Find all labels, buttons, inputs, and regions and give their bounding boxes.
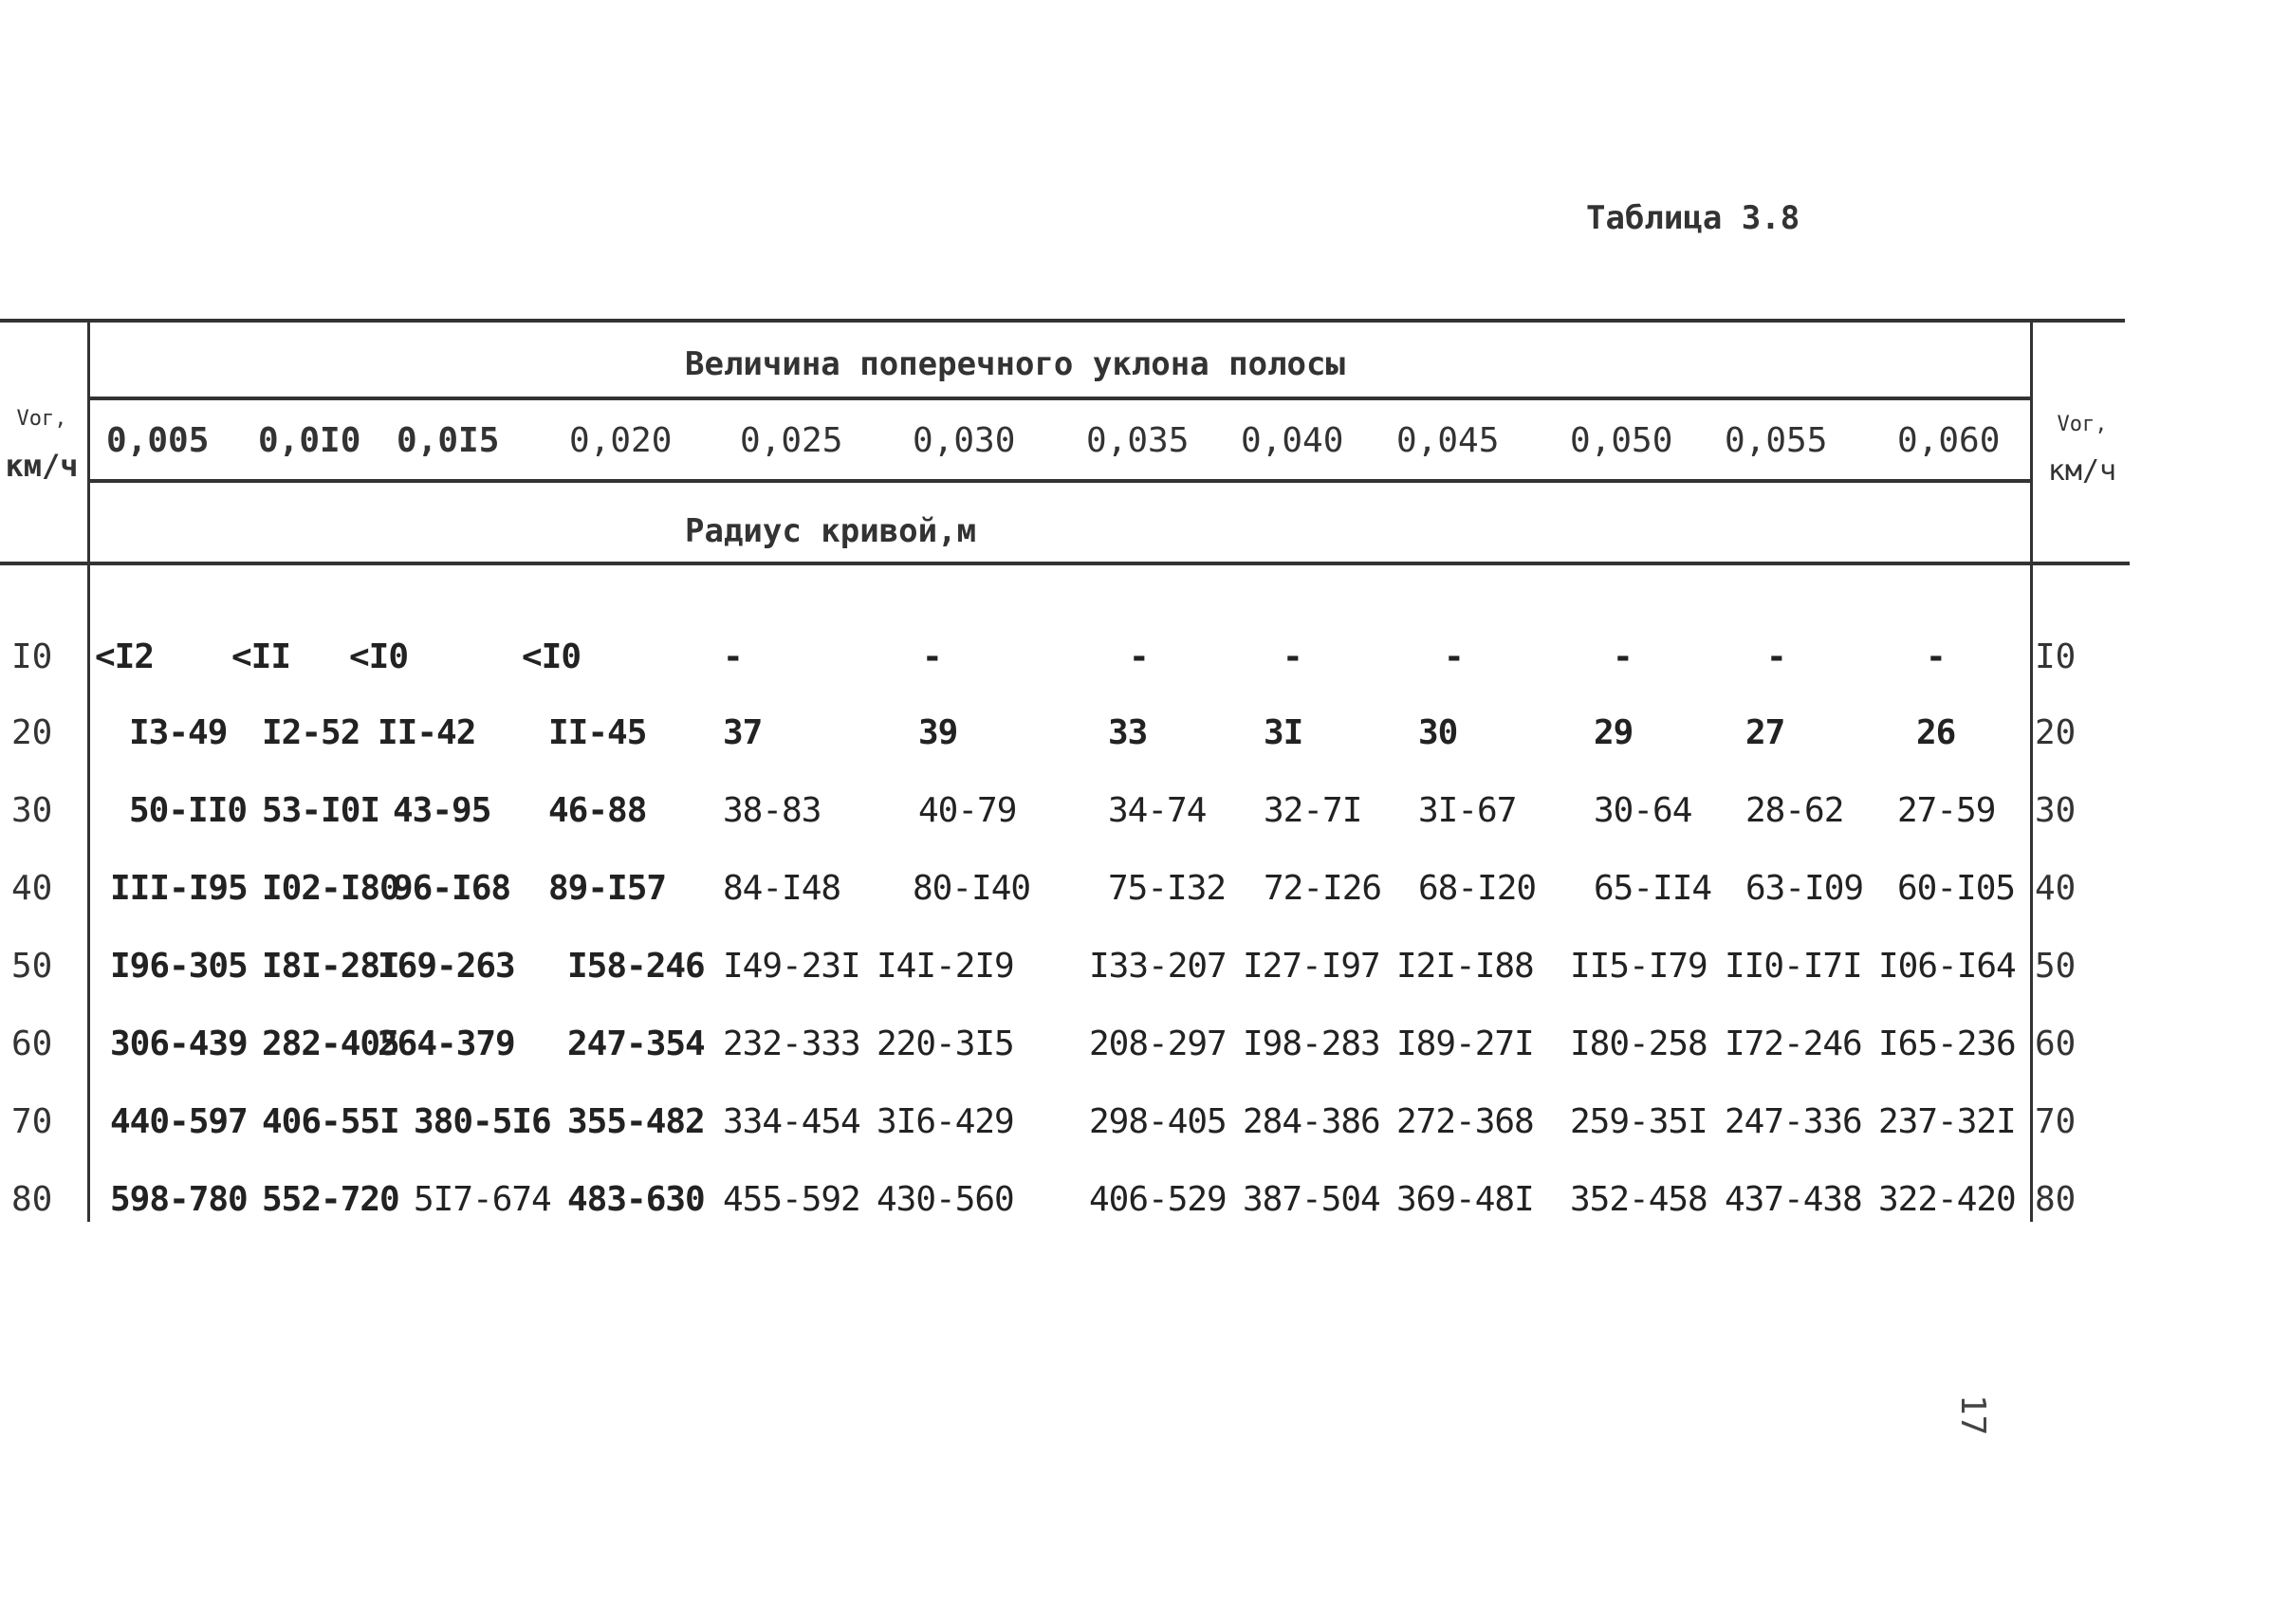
table-cell: I06-I64 xyxy=(1878,947,2016,986)
table-cell: 40-79 xyxy=(918,791,1017,830)
table-cell: 406-529 xyxy=(1089,1180,1227,1219)
table-cell: <I0 xyxy=(349,637,409,676)
row-speed-left: 60 xyxy=(11,1024,53,1063)
table-cell: 27-59 xyxy=(1897,791,1996,830)
table-cell: <II xyxy=(231,637,291,676)
table-cell: I96-305 xyxy=(110,947,248,986)
table-cell: 3I xyxy=(1264,713,1303,752)
table-cell: 430-560 xyxy=(877,1180,1014,1219)
table-cell: 32-7I xyxy=(1264,791,1362,830)
table-cell: 282-405 xyxy=(262,1024,399,1063)
table-cell: 80-I40 xyxy=(913,869,1031,908)
row-speed-right: 50 xyxy=(2035,947,2077,986)
right-speed-header xyxy=(2040,414,2125,487)
right-vertical-rule xyxy=(2030,323,2033,1222)
table-cell: I98-283 xyxy=(1243,1024,1380,1063)
table-cell: 33 xyxy=(1108,713,1148,752)
table-caption: Таблица 3.8 xyxy=(1586,199,1800,237)
row-speed-left: 20 xyxy=(11,713,53,752)
table-cell: <I0 xyxy=(522,637,581,676)
header-bottom-rule xyxy=(0,562,2130,565)
table-cell: 247-354 xyxy=(567,1024,705,1063)
table-cell: 46-88 xyxy=(548,791,647,830)
table-cell: 65-II4 xyxy=(1594,869,1712,908)
table-cell: I58-246 xyxy=(567,947,705,986)
slope-value: 0,025 xyxy=(740,421,843,460)
row-speed-right: 40 xyxy=(2035,869,2077,908)
table-cell: III-I95 xyxy=(110,869,248,908)
slope-value: 0,050 xyxy=(1570,421,1673,460)
table-cell: 27 xyxy=(1745,713,1785,752)
row-speed-left: 80 xyxy=(11,1180,53,1219)
table-cell: 208-297 xyxy=(1089,1024,1227,1063)
page-number: 17 xyxy=(1953,1394,1992,1436)
slope-value: 0,005 xyxy=(106,421,210,460)
table-cell: 334-454 xyxy=(723,1102,860,1141)
table-cell: II0-I7I xyxy=(1725,947,1862,986)
table-cell: I27-I97 xyxy=(1243,947,1380,986)
row-speed-right: 80 xyxy=(2035,1180,2077,1219)
slope-values-rule xyxy=(87,479,2032,483)
slope-title-rule xyxy=(87,397,2032,400)
table-cell: 60-I05 xyxy=(1897,869,2016,908)
left-speed-unit: км/ч xyxy=(5,448,79,485)
table-cell: I65-236 xyxy=(1878,1024,2016,1063)
table-cell: - xyxy=(1444,637,1464,676)
table-cell: 264-379 xyxy=(378,1024,515,1063)
table-cell: 259-35I xyxy=(1570,1102,1708,1141)
table-cell: 232-333 xyxy=(723,1024,860,1063)
top-rule xyxy=(0,319,2125,323)
table-cell: 68-I20 xyxy=(1418,869,1537,908)
table-cell: 39 xyxy=(918,713,958,752)
table-cell: I69-263 xyxy=(378,947,515,986)
table-cell: 406-55I xyxy=(262,1102,399,1141)
table-cell: 598-780 xyxy=(110,1180,248,1219)
table-cell: 272-368 xyxy=(1396,1102,1534,1141)
table-cell: II5-I79 xyxy=(1570,947,1708,986)
table-cell: 437-438 xyxy=(1725,1180,1862,1219)
table-cell: I8I-28I xyxy=(262,947,399,986)
slope-value: 0,030 xyxy=(913,421,1016,460)
slope-value: 0,055 xyxy=(1725,421,1828,460)
table-cell: 352-458 xyxy=(1570,1180,1708,1219)
table-cell: 72-I26 xyxy=(1264,869,1382,908)
left-speed-symbol: Vог, xyxy=(16,407,67,431)
table-cell: 298-405 xyxy=(1089,1102,1227,1141)
table-cell: 37 xyxy=(723,713,763,752)
table-cell: I33-207 xyxy=(1089,947,1227,986)
table-cell: 53-I0I xyxy=(262,791,380,830)
table-cell: I4I-2I9 xyxy=(877,947,1014,986)
slope-value: 0,0I0 xyxy=(258,421,361,460)
table-cell: - xyxy=(1766,637,1786,676)
table-cell: 380-5I6 xyxy=(414,1102,551,1141)
slope-title: Величина поперечного уклона полосы xyxy=(685,345,1345,383)
table-cell: 387-504 xyxy=(1243,1180,1380,1219)
table-cell: 237-32I xyxy=(1878,1102,2016,1141)
table-cell: 89-I57 xyxy=(548,869,667,908)
table-cell: 30-64 xyxy=(1594,791,1692,830)
table-cell: <I2 xyxy=(95,637,155,676)
table-cell: 355-482 xyxy=(567,1102,705,1141)
table-cell: I89-27I xyxy=(1396,1024,1534,1063)
table-cell: 247-336 xyxy=(1725,1102,1862,1141)
table-cell: 84-I48 xyxy=(723,869,841,908)
table-cell: - xyxy=(1283,637,1302,676)
table-cell: I2I-I88 xyxy=(1396,947,1534,986)
table-cell: I2-52 xyxy=(262,713,360,752)
table-cell: 75-I32 xyxy=(1108,869,1227,908)
table-cell: I72-246 xyxy=(1725,1024,1862,1063)
table-cell: 38-83 xyxy=(723,791,821,830)
right-speed-unit: км/ч xyxy=(2047,454,2117,489)
table-cell: 96-I68 xyxy=(393,869,511,908)
table-cell: 26 xyxy=(1916,713,1956,752)
slope-value: 0,0I5 xyxy=(397,421,500,460)
radius-title: Радиус кривой,м xyxy=(685,512,977,550)
row-speed-left: 70 xyxy=(11,1102,53,1141)
table-cell: 440-597 xyxy=(110,1102,248,1141)
table-cell: I3-49 xyxy=(129,713,228,752)
table-cell: 50-II0 xyxy=(129,791,248,830)
slope-value: 0,020 xyxy=(569,421,673,460)
table-cell: 369-48I xyxy=(1396,1180,1534,1219)
slope-value: 0,035 xyxy=(1086,421,1190,460)
slope-value: 0,040 xyxy=(1241,421,1344,460)
row-speed-left: 30 xyxy=(11,791,53,830)
table-cell: 28-62 xyxy=(1745,791,1844,830)
table-cell: - xyxy=(1613,637,1633,676)
table-cell: 220-3I5 xyxy=(877,1024,1014,1063)
table-cell: II-42 xyxy=(378,713,476,752)
row-speed-right: I0 xyxy=(2035,637,2077,676)
right-speed-symbol: Vог, xyxy=(2057,413,2108,436)
table-cell: - xyxy=(1129,637,1149,676)
row-speed-right: 20 xyxy=(2035,713,2077,752)
table-cell: 29 xyxy=(1594,713,1634,752)
slope-value: 0,045 xyxy=(1396,421,1500,460)
table-cell: II-45 xyxy=(548,713,647,752)
table-cell: I80-258 xyxy=(1570,1024,1708,1063)
table-cell: 552-720 xyxy=(262,1180,399,1219)
table-cell: 63-I09 xyxy=(1745,869,1864,908)
table-cell: 5I7-674 xyxy=(414,1180,551,1219)
table-cell: 43-95 xyxy=(393,791,491,830)
table-cell: I02-I80 xyxy=(262,869,399,908)
table-cell: I49-23I xyxy=(723,947,860,986)
row-speed-left: 50 xyxy=(11,947,53,986)
table-cell: 3I6-429 xyxy=(877,1102,1014,1141)
row-speed-right: 70 xyxy=(2035,1102,2077,1141)
table-cell: 30 xyxy=(1418,713,1458,752)
table-cell: - xyxy=(922,637,942,676)
row-speed-left: I0 xyxy=(11,637,53,676)
table-cell: - xyxy=(723,637,743,676)
left-speed-header xyxy=(4,408,80,483)
table-cell: 322-420 xyxy=(1878,1180,2016,1219)
table-cell: 483-630 xyxy=(567,1180,705,1219)
table-cell: - xyxy=(1926,637,1946,676)
table-cell: 455-592 xyxy=(723,1180,860,1219)
left-vertical-rule xyxy=(87,323,90,1222)
table-cell: 3I-67 xyxy=(1418,791,1517,830)
table-cell: 34-74 xyxy=(1108,791,1207,830)
row-speed-right: 30 xyxy=(2035,791,2077,830)
slope-value: 0,060 xyxy=(1897,421,2001,460)
table-cell: 284-386 xyxy=(1243,1102,1380,1141)
table-cell: 306-439 xyxy=(110,1024,248,1063)
row-speed-right: 60 xyxy=(2035,1024,2077,1063)
row-speed-left: 40 xyxy=(11,869,53,908)
